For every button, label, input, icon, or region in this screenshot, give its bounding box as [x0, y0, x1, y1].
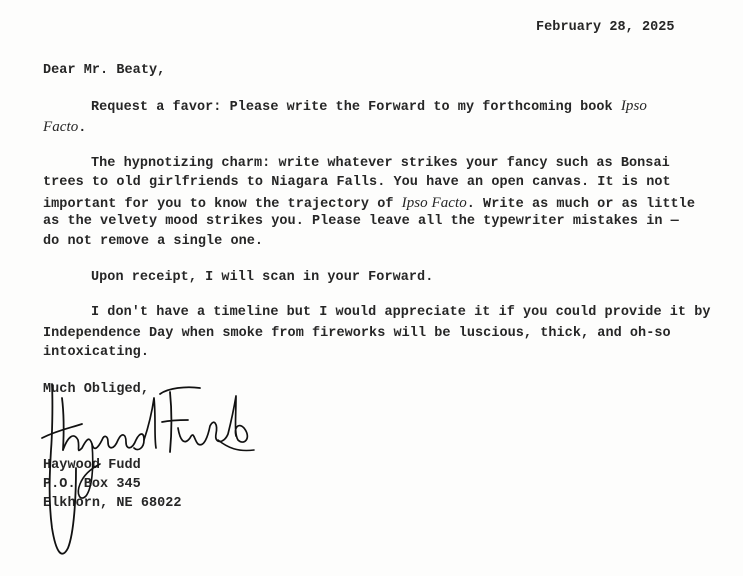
paragraph-1-line-2: Facto.: [43, 119, 87, 136]
paragraph-3: Upon receipt, I will scan in your Forward.: [91, 270, 434, 285]
book-title: Ipso Facto: [401, 195, 467, 211]
sender-name: Haywood Fudd: [43, 458, 141, 473]
paragraph-1-line-1: Request a favor: Please write the Forward to my forthcoming book Ipso: [91, 98, 647, 115]
letter-date: February 28, 2025: [536, 20, 675, 35]
paragraph-2-line-2: trees to old girlfriends to Niagara Falls. You have an open canvas. It is not: [43, 175, 671, 190]
book-title: Facto: [43, 119, 79, 135]
handwritten-signature: [38, 378, 258, 568]
paragraph-2-line-4: as the velvety mood strikes you. Please leave all the typewriter mistakes in —: [43, 214, 679, 229]
paragraph-4-line-1: I don't have a timeline but I would appreciate it if you could provide it by: [91, 305, 711, 320]
closing: Much Obliged,: [43, 382, 149, 397]
sender-address-line-1: P.O. Box 345: [43, 477, 141, 492]
paragraph-2-line-3: important for you to know the trajectory of Ipso Facto. Write as much or as little: [43, 195, 695, 212]
paragraph-2-line-5: do not remove a single one.: [43, 234, 264, 249]
paragraph-4-line-3: intoxicating.: [43, 345, 149, 360]
book-title: Ipso: [620, 98, 647, 114]
salutation: Dear Mr. Beaty,: [43, 63, 166, 78]
paragraph-2-line-1: The hypnotizing charm: write whatever strikes your fancy such as Bonsai: [91, 156, 670, 171]
paragraph-4-line-2: Independence Day when smoke from fireworks will be luscious, thick, and oh-so: [43, 326, 671, 341]
sender-address-line-2: Elkhorn, NE 68022: [43, 496, 182, 511]
